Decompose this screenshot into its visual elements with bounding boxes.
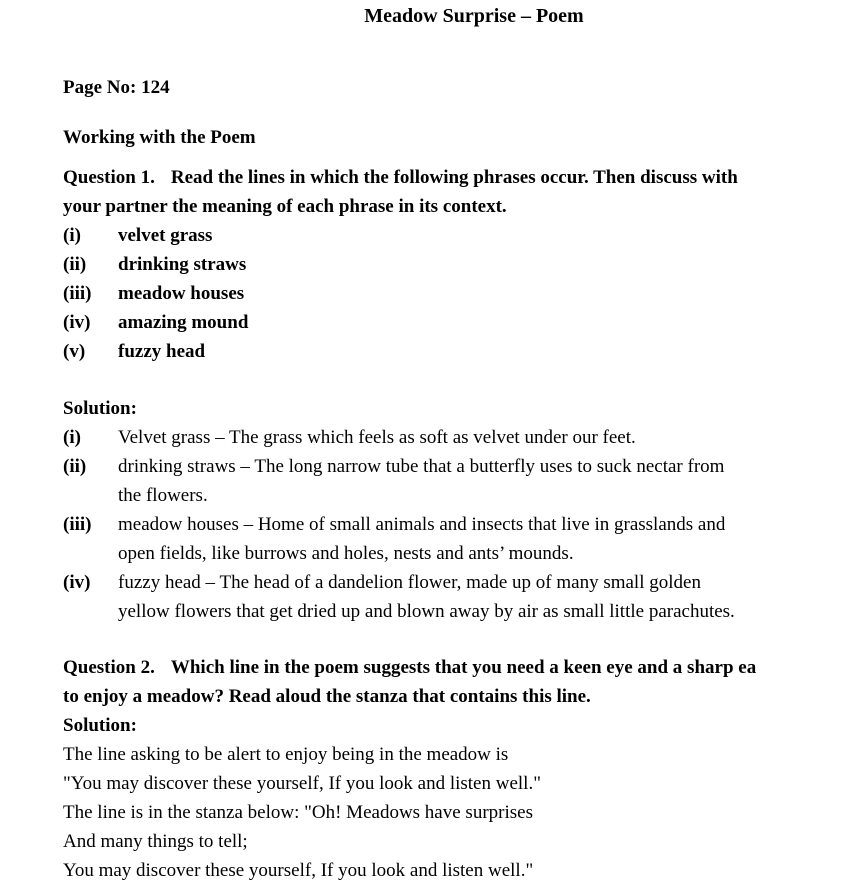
- question2-label: Question 2.: [63, 657, 155, 678]
- solution-line: fuzzy head – The head of a dandelion flower, made up of many small golden: [118, 572, 701, 593]
- question1-heading: [63, 163, 861, 221]
- item-marker: (ii): [63, 254, 87, 275]
- question1-line-2: your partner the meaning of each phrase in its context.: [63, 196, 507, 217]
- solution-item: [63, 452, 861, 510]
- item-marker: (iii): [63, 514, 92, 535]
- item-marker: (i): [63, 427, 81, 448]
- item-marker: (iii): [63, 283, 92, 304]
- question2-line-2: to enjoy a meadow? Read aloud the stanza that contains this line.: [63, 686, 591, 707]
- question1-phrase-list: [63, 221, 861, 366]
- item-text: [118, 423, 861, 452]
- solution-item: [63, 568, 861, 626]
- question1-label: Question 1.: [63, 167, 155, 188]
- section-heading: Working with the Poem: [63, 127, 256, 148]
- list-item: [63, 337, 861, 366]
- solution-line: the flowers.: [118, 485, 208, 506]
- item-text: meadow houses: [118, 283, 245, 304]
- solution-line: drinking straws – The long narrow tube that a butterfly uses to suck nectar from: [118, 456, 725, 477]
- item-text: [118, 568, 861, 626]
- page-number: Page No: 124: [63, 77, 170, 98]
- solution-line: open fields, like burrows and holes, nests and ants’ mounds.: [118, 543, 574, 564]
- item-text: [118, 510, 861, 568]
- list-item: [63, 308, 861, 337]
- solution-line: Velvet grass – The grass which feels as soft as velvet under our feet.: [118, 427, 636, 448]
- solution2-line: "You may discover these yourself, If you look and listen well.": [63, 773, 541, 794]
- solution2-heading: Solution:: [63, 715, 137, 736]
- page-title: Meadow Surprise – Poem: [364, 5, 584, 27]
- solution-line: yellow flowers that get dried up and blown away by air as small little parachutes.: [118, 601, 735, 622]
- item-text: fuzzy head: [118, 341, 206, 362]
- question1-text: Read the lines in which the following phrases occur. Then discuss with: [170, 167, 738, 188]
- solution2-body: [63, 740, 861, 885]
- poem-line: You may discover these yourself, If you look and listen well.": [63, 860, 534, 881]
- solution-item: [63, 510, 861, 568]
- question2-heading: [63, 653, 861, 711]
- solution1-heading: Solution:: [63, 398, 137, 419]
- item-text: amazing mound: [118, 312, 249, 333]
- solution-line: meadow houses – Home of small animals and insects that live in grasslands and: [118, 514, 726, 535]
- list-item: [63, 221, 861, 250]
- solution2-line: The line asking to be alert to enjoy being in the meadow is: [63, 744, 509, 765]
- item-marker: (iv): [63, 312, 91, 333]
- item-text: velvet grass: [118, 225, 213, 246]
- poem-line: And many things to tell;: [63, 831, 248, 852]
- solution1-list: [63, 423, 861, 626]
- item-marker: (i): [63, 225, 81, 246]
- question2-line-1: [63, 653, 861, 682]
- solution-item: [63, 423, 861, 452]
- item-text: [118, 452, 861, 510]
- list-item: [63, 250, 861, 279]
- item-marker: (v): [63, 341, 86, 362]
- item-marker: (iv): [63, 572, 91, 593]
- page-content: [63, 73, 861, 885]
- item-marker: (ii): [63, 456, 87, 477]
- question1-line-1: [63, 163, 861, 192]
- list-item: [63, 279, 861, 308]
- solution2-line: The line is in the stanza below: "Oh! Meadows have surprises: [63, 802, 533, 823]
- question2-text: Which line in the poem suggests that you need a keen eye and a sharp ea: [170, 657, 757, 678]
- item-text: drinking straws: [118, 254, 247, 275]
